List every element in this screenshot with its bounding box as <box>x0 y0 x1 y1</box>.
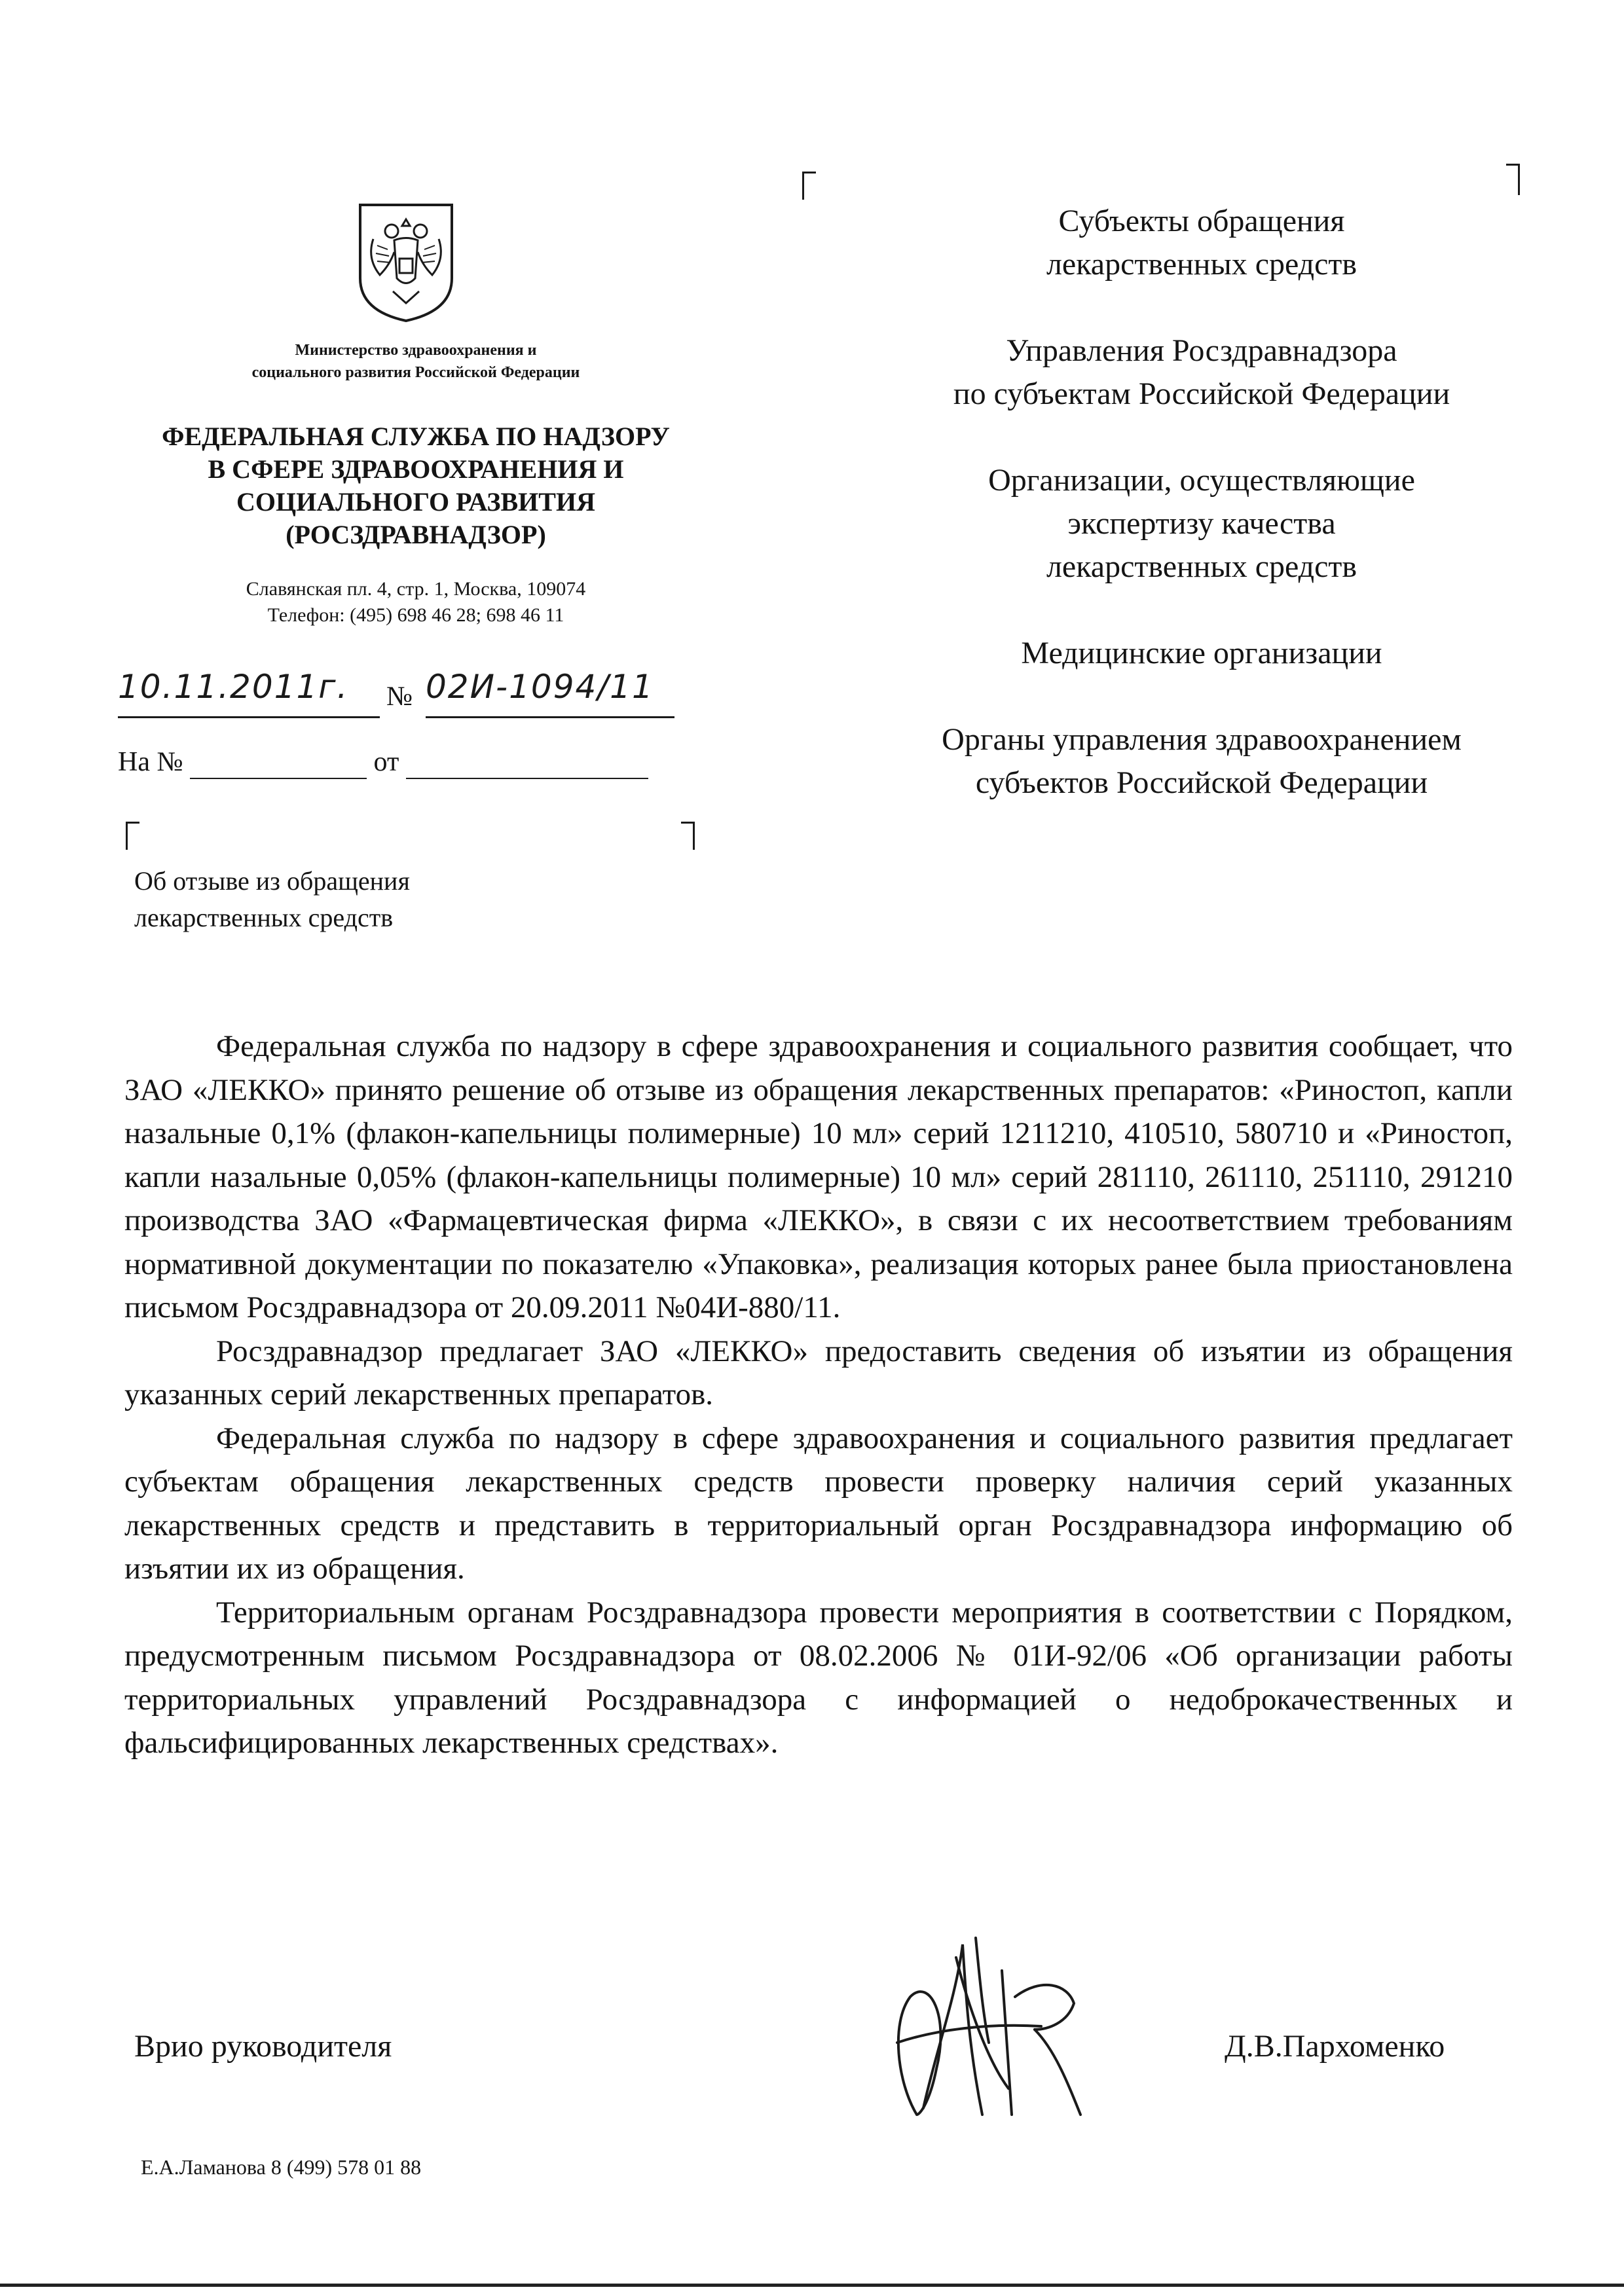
body-paragraph: Федеральная служба по надзору в сфере здравоохранения и социального развития предлагает субъектам обращения лекарственных средств провести проверку наличия серий указанных лекарственных средств и представить в территориальный орган Росздравнадзора информацию об изъятии их из обращения. <box>124 1421 1513 1586</box>
subject-bracket-right <box>681 822 695 850</box>
handwritten-signature-icon <box>858 1918 1133 2134</box>
subject-line: Об отзыве из обращения <box>134 866 410 896</box>
page-bottom-edge <box>0 2284 1624 2287</box>
registration-number: 02И-1094/11 <box>426 668 654 706</box>
agency-line: ФЕДЕРАЛЬНАЯ СЛУЖБА ПО НАДЗОРУ <box>162 422 670 451</box>
address-line: Телефон: (495) 698 46 28; 698 46 11 <box>267 604 564 626</box>
recipient-line: лекарственных средств <box>1046 549 1357 584</box>
reply-reference-line <box>118 746 648 779</box>
ministry-name <box>105 339 727 384</box>
registration-number-label: № <box>386 682 413 712</box>
agency-line: В СФЕРЕ ЗДРАВООХРАНЕНИЯ И <box>208 454 624 484</box>
agency-line: (РОСЗДРАВНАДЗОР) <box>286 520 546 549</box>
recipient-line: Субъекты обращения <box>1058 204 1345 238</box>
coat-of-arms-emblem-icon <box>354 200 458 324</box>
recipient-line: по субъектам Российской Федерации <box>953 376 1450 411</box>
recipient-bracket-right <box>1506 164 1520 195</box>
recipient-line: Организации, осуществляющие <box>988 463 1415 498</box>
recipient-line: Медицинские организации <box>1021 636 1382 670</box>
recipient-group <box>871 632 1532 675</box>
registration-date-field <box>118 668 380 718</box>
body-paragraph: Территориальным органам Росздравнадзора провести мероприятия в соответствии с Порядком, предусмотренным письмом Росздравнадзора от 08.02.2006 № 01И-92/06 «Об организации работы территориальных управлений Росздравнадзора с информацией о недоброкачественных и фальсифицированных лекарственных средствах». <box>124 1595 1513 1760</box>
body-paragraph: Росздравнадзор предлагает ЗАО «ЛЕККО» предоставить сведения об изъятии из обращения указанных серий лекарственных препаратов. <box>124 1334 1513 1412</box>
recipient-bracket-left <box>802 172 816 200</box>
address-line: Славянская пл. 4, стр. 1, Москва, 109074 <box>246 578 586 600</box>
signatory-position: Врио руководителя <box>134 2029 392 2064</box>
agency-name <box>92 420 740 551</box>
executor-contact: Е.А.Ламанова 8 (499) 578 01 88 <box>141 2155 422 2179</box>
reply-number-label: На № <box>118 747 183 777</box>
agency-address <box>105 576 727 629</box>
ministry-line: социального развития Российской Федерации <box>251 364 580 381</box>
recipient-group <box>871 459 1532 589</box>
ministry-line: Министерство здравоохранения и <box>295 342 537 359</box>
recipient-group <box>871 718 1532 805</box>
recipient-line: Управления Росздравнадзора <box>1006 333 1397 368</box>
subject-line: лекарственных средств <box>134 903 394 932</box>
registration-date: 10.11.2011г. <box>118 668 349 706</box>
recipient-group <box>871 200 1532 286</box>
recipient-line: субъектов Российской Федерации <box>975 765 1428 800</box>
recipients-block <box>871 200 1532 848</box>
recipient-line: лекарственных средств <box>1046 247 1357 282</box>
signatory-name: Д.В.Пархоменко <box>1225 2029 1445 2064</box>
body-paragraph: Федеральная служба по надзору в сфере здравоохранения и социального развития сообщает, что ЗАО «ЛЕККО» принято решение об отзыве из обращения лекарственных препаратов: «Риностоп, капли назальные 0,1% (флакон-капельницы полимерные) 10 мл» серий 1211210, 410510, 580710 и «Риностоп, капли назальные 0,05% (флакон-капельницы полимерные) 10 мл» серий 281110, 261110, 251110, 291210 производства ЗАО «Фармацевтическая фирма «ЛЕККО», в связи с их несоответствием требованиям нормативной документации по показателю «Упаковка», реализация которых ранее была приостановлена письмом Росздравнадзора от 20.09.2011 №04И-880/11. <box>124 1029 1513 1324</box>
reply-from-label: от <box>373 747 399 777</box>
letter-body <box>124 1025 1513 1765</box>
registration-number-field <box>426 668 674 718</box>
letter-subject <box>134 863 593 936</box>
agency-line: СОЦИАЛЬНОГО РАЗВИТИЯ <box>236 487 595 517</box>
recipient-line: экспертизу качества <box>1067 506 1336 541</box>
subject-bracket-left <box>126 822 139 850</box>
recipient-line: Органы управления здравоохранением <box>942 722 1462 757</box>
reply-number-blank <box>190 746 367 779</box>
reply-date-blank <box>406 746 648 779</box>
recipient-group <box>871 329 1532 416</box>
